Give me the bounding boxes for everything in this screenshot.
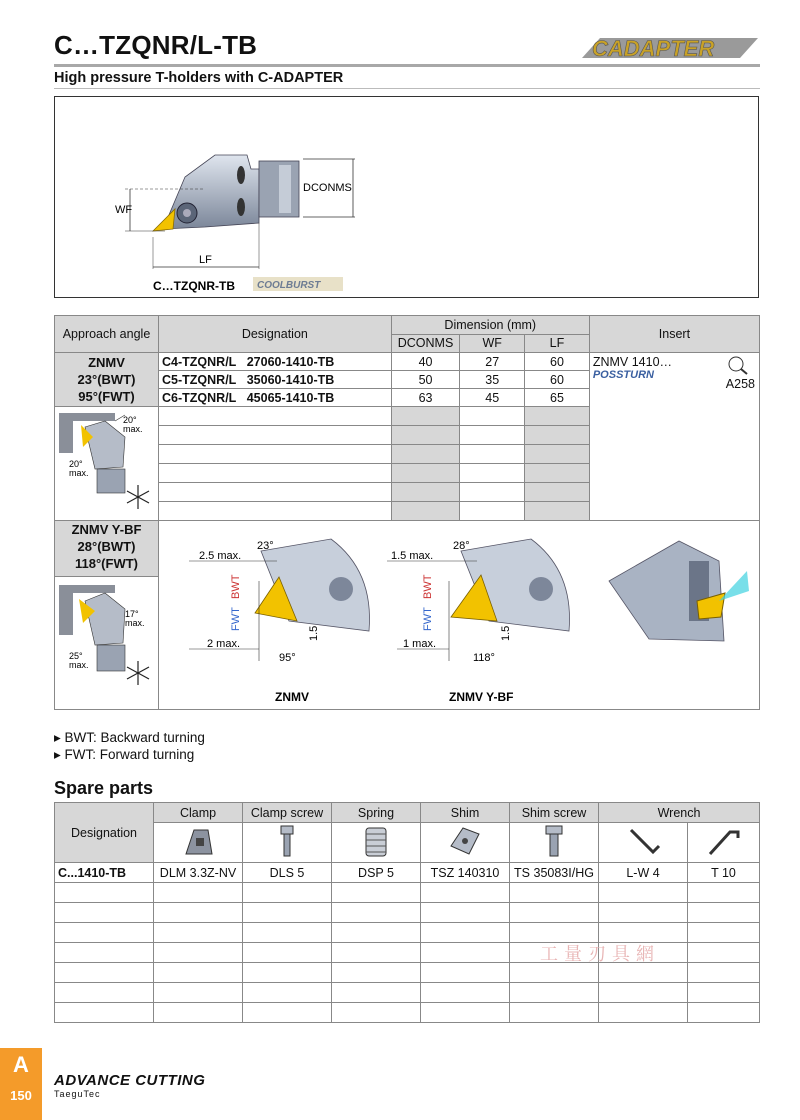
lf-cell: 60 [525, 353, 590, 371]
direction-arrows-icon [127, 485, 149, 509]
shim-icon [421, 823, 510, 863]
legend-bwt: ▸ BWT: Backward turning [54, 730, 205, 745]
spare-designation-header: Designation [55, 803, 154, 863]
approach-figures [159, 521, 760, 710]
holder-3d-render [609, 541, 749, 641]
legend-fwt: ▸ FWT: Forward turning [54, 747, 195, 762]
page-subtitle: High pressure T-holders with C-ADAPTER [54, 70, 344, 86]
clamp-screw-icon [243, 823, 332, 863]
shim-cell: TSZ 140310 [421, 863, 510, 883]
spare-parts-table [54, 802, 760, 1023]
dconms-cell: 63 [391, 389, 460, 407]
page-title: C…TZQNR/L-TB [54, 30, 258, 60]
znmv-ybf-approach-sketch [55, 577, 153, 705]
watermark: 工量刃具網 [540, 944, 660, 964]
znmv-ybf-figure [387, 539, 570, 704]
section-letter: A [13, 1052, 29, 1077]
insert-page-ref[interactable]: A258 [725, 377, 755, 391]
sketch-angle-bottom: 25° [69, 650, 83, 661]
torx-wrench-icon [688, 823, 760, 863]
fig2-fwt: FWT [422, 607, 434, 631]
fig1-bwt: BWT [230, 574, 242, 599]
fig1-dim: 1.5 [308, 625, 320, 641]
fig1-angle-top: 23° [257, 540, 274, 552]
shim-screw-header: Shim screw [510, 803, 599, 823]
sketch-angle-top: 20° [123, 415, 137, 425]
angle-fwt: 118°(FWT) [75, 556, 138, 571]
angle-bwt: 23°(BWT) [77, 372, 136, 387]
spring-header: Spring [332, 803, 421, 823]
lf-cell: 65 [525, 389, 590, 407]
brand-name: ADVANCE CUTTING [54, 1072, 206, 1089]
sketch-max-bottom: max. [69, 468, 89, 478]
coolburst-logo: COOLBURST [257, 280, 321, 291]
fig1-fwt: FWT [230, 607, 242, 631]
sketch-max-bottom: max. [69, 659, 89, 670]
clamp-screw-header: Clamp screw [243, 803, 332, 823]
fig2-angle-bottom: 118° [473, 652, 495, 664]
shim-header: Shim [421, 803, 510, 823]
magnifier-icon [727, 355, 749, 375]
sketch-max-top: max. [123, 424, 143, 434]
lf-cell: 60 [525, 371, 590, 389]
insert-name: ZNMV Y-BF [71, 522, 142, 537]
znmv-sketch-cell [55, 407, 159, 521]
angle-fwt: 95°(FWT) [78, 389, 135, 404]
insert-cell [589, 353, 759, 521]
fig2-max-bottom: 1 max. [403, 638, 437, 650]
fig1-max-top: 2.5 max. [199, 550, 242, 562]
sketch-max-top: max. [125, 617, 145, 628]
sketch-angle-bottom: 20° [69, 459, 83, 469]
fig2-max-top: 1.5 max. [391, 550, 434, 562]
wf-cell: 35 [460, 371, 525, 389]
cutting-figures [159, 521, 759, 706]
fig1-max-bottom: 2 max. [207, 638, 241, 650]
znmv-figure [189, 539, 370, 704]
insert-header: Insert [589, 316, 759, 353]
hex-wrench-icon [599, 823, 688, 863]
fig2-bwt: BWT [422, 574, 434, 599]
clamp-screw-cell: DLS 5 [243, 863, 332, 883]
brand-logo [54, 1072, 205, 1099]
designation-cell: C4-TZQNR/L 27060-1410-TB [159, 353, 392, 371]
page-number: 150 [10, 1088, 32, 1103]
dconms-header: DCONMS [391, 334, 460, 353]
spare-parts-title: Spare parts [54, 778, 154, 798]
direction-arrows-icon [127, 661, 149, 685]
clamp-icon [154, 823, 243, 863]
svg-text:CADAPTER: CADAPTER [592, 36, 715, 61]
dimension-table [54, 315, 760, 710]
wrench1-cell: L-W 4 [599, 863, 688, 883]
designation-cell: C6-TZQNR/L 45065-1410-TB [159, 389, 392, 407]
approach-angle-header: Approach angle [55, 316, 159, 353]
clamp-cell: DLM 3.3Z-NV [154, 863, 243, 883]
dconms-cell: 40 [391, 353, 460, 371]
holder-diagram [54, 96, 759, 298]
dconms-label: DCONMS [303, 182, 352, 194]
wf-label: WF [115, 204, 133, 216]
designation-header: Designation [159, 316, 392, 353]
sketch-angle-top: 17° [125, 608, 139, 619]
wrench-header: Wrench [599, 803, 760, 823]
clamp-header: Clamp [154, 803, 243, 823]
fig1-angle-bottom: 95° [279, 652, 296, 664]
subtitle-rule [54, 88, 760, 89]
fig2-angle-top: 28° [453, 540, 470, 552]
wf-cell: 27 [460, 353, 525, 371]
spare-designation-cell: C...1410-TB [55, 863, 154, 883]
title-rule [54, 64, 760, 67]
brand-sub: TaeguTec [54, 1089, 101, 1099]
page-tab [0, 1048, 42, 1120]
shim-screw-icon [510, 823, 599, 863]
znmv-ybf-sketch-cell [55, 576, 159, 709]
angle-bwt: 28°(BWT) [77, 539, 136, 554]
lf-header: LF [525, 334, 590, 353]
designation-cell: C5-TZQNR/L 35060-1410-TB [159, 371, 392, 389]
dimension-header: Dimension (mm) [391, 316, 589, 335]
insert-name: ZNMV [88, 355, 125, 370]
znmv-approach-sketch [55, 407, 153, 517]
wrench2-cell: T 10 [688, 863, 760, 883]
fig1-caption: ZNMV [275, 690, 309, 704]
dconms-cell: 50 [391, 371, 460, 389]
wf-header: WF [460, 334, 525, 353]
spring-icon [332, 823, 421, 863]
lf-label: LF [199, 254, 212, 266]
znmv-angle-cell [55, 353, 159, 407]
shim-screw-cell: TS 35083I/HG [510, 863, 599, 883]
fig2-dim: 1.5 [500, 625, 512, 641]
fig2-caption: ZNMV Y-BF [449, 690, 514, 704]
holder-drawing [55, 97, 758, 297]
c-adapter-logo [580, 34, 760, 64]
spring-cell: DSP 5 [332, 863, 421, 883]
diagram-caption: C…TZQNR-TB [153, 279, 235, 293]
wf-cell: 45 [460, 389, 525, 407]
insert-code: ZNMV 1410… [592, 355, 673, 369]
znmv-ybf-angle-cell [55, 521, 159, 577]
posturn-logo: POSSTURN [592, 369, 654, 381]
